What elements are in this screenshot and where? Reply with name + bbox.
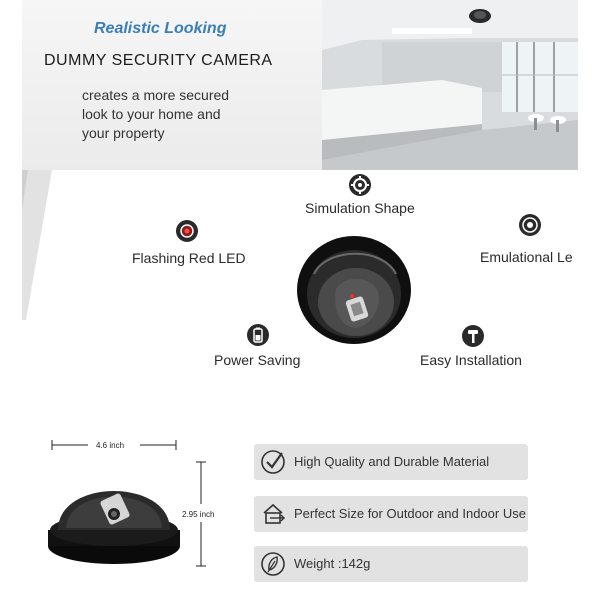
decorative-stripe — [22, 170, 52, 320]
feature-power-saving: Power Saving — [214, 352, 301, 368]
width-label: 4.6 inch — [96, 441, 125, 450]
house-arrow-icon — [260, 501, 286, 527]
tagline: Realistic Looking — [94, 20, 227, 37]
height-label: 2.95 inch — [182, 510, 215, 519]
battery-icon — [246, 323, 270, 347]
spec-item-weight — [254, 546, 528, 582]
dome-camera-image — [296, 234, 412, 346]
spec-text: Perfect Size for Outdoor and Indoor Use — [294, 506, 526, 521]
spec-item-quality — [254, 444, 528, 480]
description-line: look to your home and — [82, 106, 221, 122]
headline: DUMMY SECURITY CAMERA — [44, 52, 273, 69]
banner-text-panel — [22, 0, 332, 170]
description-line: your property — [82, 125, 165, 141]
spec-item-size — [254, 496, 528, 532]
checkmark-icon — [260, 449, 286, 475]
dome-camera-side-image — [46, 458, 182, 570]
hammer-icon — [461, 324, 485, 348]
promo-banner — [22, 0, 578, 170]
feature-easy-installation: Easy Installation — [420, 352, 522, 368]
lens-icon — [518, 213, 542, 237]
feature-simulation-shape: Simulation Shape — [305, 200, 415, 216]
feature-flashing-led: Flashing Red LED — [132, 250, 246, 266]
gear-icon — [348, 173, 372, 197]
office-photo — [322, 0, 578, 170]
feather-icon — [260, 551, 286, 577]
feature-emulational-lens: Emulational Le — [480, 249, 573, 265]
spec-text: High Quality and Durable Material — [294, 454, 490, 469]
led-icon — [175, 219, 199, 243]
spec-text: Weight :142g — [294, 556, 371, 571]
banner-description — [82, 86, 282, 143]
description-line: creates a more secured — [82, 87, 230, 103]
